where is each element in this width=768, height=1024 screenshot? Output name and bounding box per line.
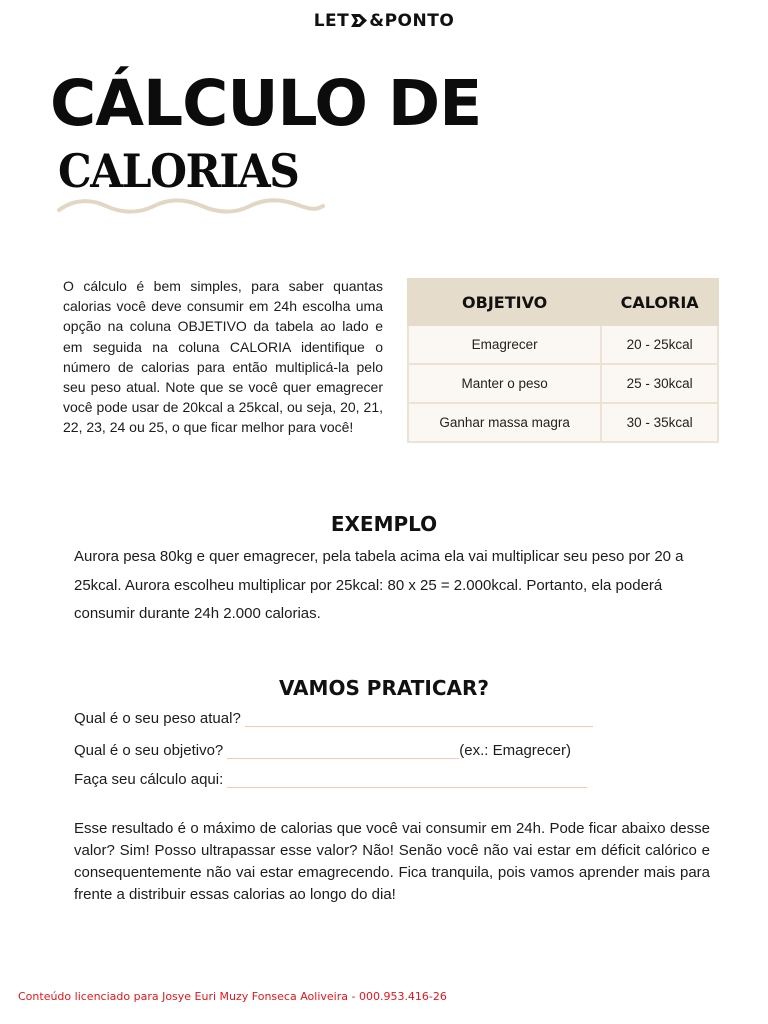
table-cell: 30 - 35kcal (601, 403, 718, 442)
table-cell: 25 - 30kcal (601, 364, 718, 403)
example-heading: EXEMPLO (330, 512, 438, 536)
calc-answer-line[interactable] (227, 772, 587, 788)
brand-logo (0, 11, 768, 33)
goal-hint: (ex.: Emagrecer) (459, 742, 571, 759)
calc-question-label: Faça seu cálculo aqui: (74, 771, 224, 788)
example-paragraph: Aurora pesa 80kg e quer emagrecer, pela tabela acima ela vai multiplicar seu peso por 20 a 25kcal. Aurora escolheu multiplicar por 25kcal: 80 x 25 = 2.000kcal. Portanto, ela poderá consumir durante 24h 2.000 calorias. (74, 548, 684, 622)
page-title: CÁLCULO DE (50, 67, 482, 140)
logo-text-right: &PONTO (369, 11, 455, 31)
column-header-objetivo: OBJETIVO (408, 279, 601, 325)
license-notice: Conteúdo licenciado para Josye Euri Muzy Fonseca Aoliveira - 000.953.416-26 (18, 990, 447, 1003)
weight-question-label: Qual é o seu peso atual? (74, 710, 241, 727)
calorie-table (407, 278, 719, 443)
table-cell: Emagrecer (408, 325, 601, 364)
intro-paragraph: O cálculo é bem simples, para saber quantas calorias você deve consumir em 24h escolha uma opção na coluna OBJETIVO da tabela ao lado e em seguida na coluna CALORIA identifique o número de calorias para então multiplicá-la pelo seu peso atual. Note que se você quer emagrecer você pode usar de 20kcal a 25kcal, ou seja, 20, 21, 22, 23, 24 ou 25, o que ficar melhor para você! (63, 278, 383, 436)
table-row (408, 403, 718, 442)
goal-question-label: Qual é o seu objetivo? (74, 742, 224, 759)
closing-paragraph: Esse resultado é o máximo de calorias que você vai consumir em 24h. Pode ficar abaixo desse valor? Sim! Posso ultrapassar esse valor? Não! Senão você não vai estar em déficit calórico e consequentemente não vai estar emagrecendo. Fica tranquila, pois vamos aprender mais para frente a distribuir essas calorias ao longo do dia! (74, 820, 710, 903)
play-arrow-icon (350, 13, 368, 33)
page-subtitle: CALORIAS (58, 144, 299, 198)
table-row (408, 364, 718, 403)
logo-text-left: LET (313, 11, 350, 31)
practice-row-calc (74, 771, 587, 788)
table-cell: Ganhar massa magra (408, 403, 601, 442)
practice-row-goal (74, 742, 571, 759)
table-cell: 20 - 25kcal (601, 325, 718, 364)
table-header-row (408, 279, 718, 325)
goal-answer-line[interactable] (227, 743, 459, 759)
practice-row-weight (74, 710, 593, 727)
weight-answer-line[interactable] (245, 711, 593, 727)
wave-divider-icon (56, 197, 326, 217)
column-header-caloria: CALORIA (601, 279, 718, 325)
table-row (408, 325, 718, 364)
table-cell: Manter o peso (408, 364, 601, 403)
practice-heading: VAMOS PRATICAR? (278, 676, 490, 700)
